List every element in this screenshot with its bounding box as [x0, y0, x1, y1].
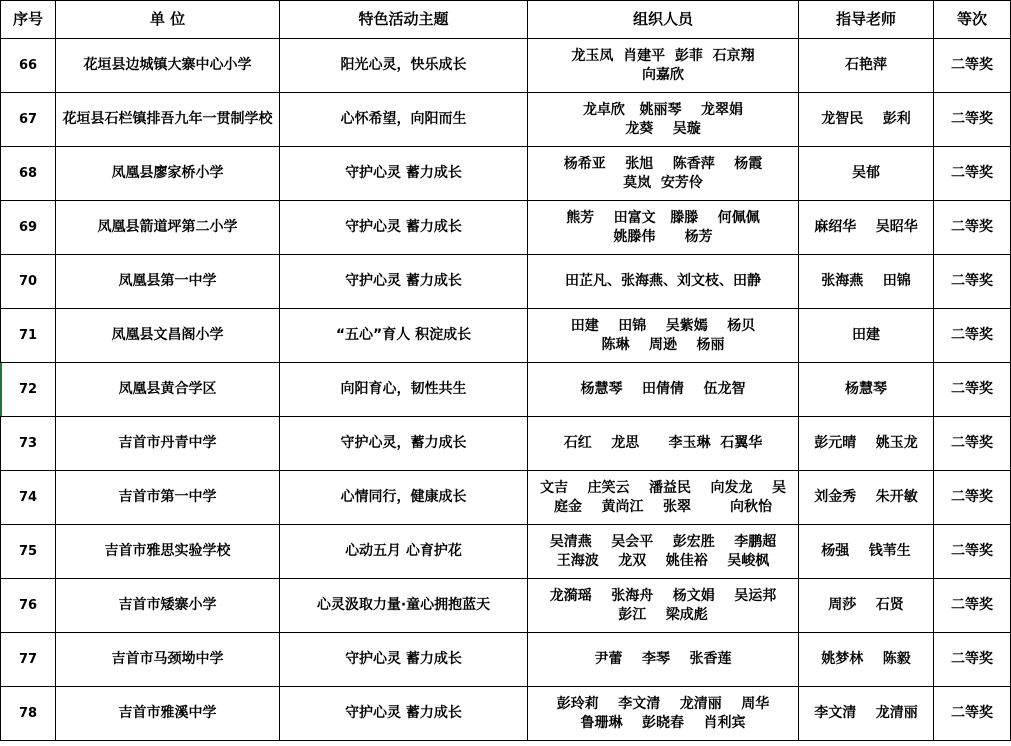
cell-rank[interactable]: 二等奖	[934, 417, 1011, 471]
table-row	[1, 687, 1011, 741]
cell-teacher[interactable]: 李文清 龙清丽	[799, 687, 934, 741]
cell-rank[interactable]: 二等奖	[934, 687, 1011, 741]
table-row	[1, 147, 1011, 201]
cell-staff[interactable]: 石红 龙思 李玉琳 石翼华	[528, 417, 799, 471]
cell-unit[interactable]: 凤凰县廖家桥小学	[56, 147, 280, 201]
cell-theme[interactable]: 心怀希望，向阳而生	[280, 93, 528, 147]
cell-rank[interactable]: 二等奖	[934, 633, 1011, 687]
table-row	[1, 525, 1011, 579]
cell-teacher[interactable]: 杨强 钱苇生	[799, 525, 934, 579]
cell-rank[interactable]: 二等奖	[934, 309, 1011, 363]
header-no: 序号	[1, 1, 56, 39]
cell-staff[interactable]: 吴清燕 吴会平 彭宏胜 李鹏超 王海波 龙双 姚佳裕 吴峻枫	[528, 525, 799, 579]
cell-theme[interactable]: 守护心灵 蓄力成长	[280, 687, 528, 741]
header-rank: 等次	[934, 1, 1011, 39]
cell-theme[interactable]: 守护心灵 蓄力成长	[280, 633, 528, 687]
cell-theme[interactable]: “五心”育人 积淀成长	[280, 309, 528, 363]
cell-rank[interactable]: 二等奖	[934, 363, 1011, 417]
cell-no[interactable]: 69	[1, 201, 56, 255]
cell-unit[interactable]: 凤凰县第一中学	[56, 255, 280, 309]
cell-teacher[interactable]: 石艳萍	[799, 39, 934, 93]
cell-rank[interactable]: 二等奖	[934, 147, 1011, 201]
table-row	[1, 363, 1011, 417]
table-row	[1, 309, 1011, 363]
cell-unit[interactable]: 凤凰县文昌阁小学	[56, 309, 280, 363]
cell-theme[interactable]: 守护心灵 蓄力成长	[280, 201, 528, 255]
table-row	[1, 39, 1011, 93]
cell-staff[interactable]: 杨慧琴 田倩倩 伍龙智	[528, 363, 799, 417]
cell-theme[interactable]: 阳光心灵，快乐成长	[280, 39, 528, 93]
cell-unit[interactable]: 吉首市雅溪中学	[56, 687, 280, 741]
cell-rank[interactable]: 二等奖	[934, 201, 1011, 255]
cell-theme[interactable]: 守护心灵，蓄力成长	[280, 417, 528, 471]
cell-staff[interactable]: 尹蕾 李琴 张香莲	[528, 633, 799, 687]
cell-staff[interactable]: 文吉 庄笑云 潘益民 向发龙 吴 庭金 黄尚江 张翠 向秋怡	[528, 471, 799, 525]
cell-rank[interactable]: 二等奖	[934, 579, 1011, 633]
cell-rank[interactable]: 二等奖	[934, 255, 1011, 309]
cell-teacher[interactable]: 田建	[799, 309, 934, 363]
cell-teacher[interactable]: 彭元晴 姚玉龙	[799, 417, 934, 471]
cell-teacher[interactable]: 刘金秀 朱开敏	[799, 471, 934, 525]
cell-no[interactable]: 72	[1, 363, 56, 417]
cell-staff[interactable]: 田建 田锦 吴紫嫣 杨贝 陈琳 周逊 杨丽	[528, 309, 799, 363]
cell-staff[interactable]: 田芷凡、张海燕、刘文枝、田静	[528, 255, 799, 309]
cell-no[interactable]: 68	[1, 147, 56, 201]
cell-no[interactable]: 66	[1, 39, 56, 93]
cell-unit[interactable]: 凤凰县箭道坪第二小学	[56, 201, 280, 255]
table-row	[1, 255, 1011, 309]
cell-unit[interactable]: 吉首市马颈坳中学	[56, 633, 280, 687]
cell-unit[interactable]: 凤凰县黄合学区	[56, 363, 280, 417]
cell-teacher[interactable]: 麻绍华 吴昭华	[799, 201, 934, 255]
cell-rank[interactable]: 二等奖	[934, 525, 1011, 579]
cell-theme[interactable]: 守护心灵 蓄力成长	[280, 147, 528, 201]
cell-no[interactable]: 78	[1, 687, 56, 741]
cell-staff[interactable]: 龙卓欣 姚丽琴 龙翠娟 龙葵 吴璇	[528, 93, 799, 147]
cell-no[interactable]: 75	[1, 525, 56, 579]
table-body	[1, 39, 1011, 741]
cell-theme[interactable]: 守护心灵 蓄力成长	[280, 255, 528, 309]
cell-teacher[interactable]: 张海燕 田锦	[799, 255, 934, 309]
cell-theme[interactable]: 向阳育心，韧性共生	[280, 363, 528, 417]
cell-teacher[interactable]: 周莎 石贤	[799, 579, 934, 633]
cell-no[interactable]: 77	[1, 633, 56, 687]
cell-unit[interactable]: 吉首市丹青中学	[56, 417, 280, 471]
cell-unit[interactable]: 花垣县边城镇大寨中心小学	[56, 39, 280, 93]
cell-unit[interactable]: 吉首市雅思实验学校	[56, 525, 280, 579]
active-row-marker	[0, 363, 2, 416]
table-row	[1, 633, 1011, 687]
cell-staff[interactable]: 熊芳 田富文 滕滕 何佩佩 姚滕伟 杨芳	[528, 201, 799, 255]
header-theme: 特色活动主题	[280, 1, 528, 39]
cell-staff[interactable]: 杨希亚 张旭 陈香萍 杨霞 莫岚 安芳伶	[528, 147, 799, 201]
cell-no[interactable]: 74	[1, 471, 56, 525]
cell-theme[interactable]: 心动五月 心育护花	[280, 525, 528, 579]
cell-staff[interactable]: 彭玲莉 李文清 龙清丽 周华 鲁珊琳 彭晓春 肖利宾	[528, 687, 799, 741]
cell-theme[interactable]: 心灵汲取力量·童心拥抱蓝天	[280, 579, 528, 633]
cell-no[interactable]: 76	[1, 579, 56, 633]
table-row	[1, 417, 1011, 471]
cell-rank[interactable]: 二等奖	[934, 93, 1011, 147]
cell-unit[interactable]: 吉首市第一中学	[56, 471, 280, 525]
header-row	[1, 1, 1011, 39]
cell-no[interactable]: 73	[1, 417, 56, 471]
cell-unit[interactable]: 吉首市矮寨小学	[56, 579, 280, 633]
cell-no[interactable]: 70	[1, 255, 56, 309]
cell-teacher[interactable]: 吴郁	[799, 147, 934, 201]
cell-staff[interactable]: 龙玉凤 肖建平 彭菲 石京翔 向嘉欣	[528, 39, 799, 93]
cell-rank[interactable]: 二等奖	[934, 471, 1011, 525]
header-staff: 组织人员	[528, 1, 799, 39]
table-row	[1, 201, 1011, 255]
header-teacher: 指导老师	[799, 1, 934, 39]
cell-teacher[interactable]: 杨慧琴	[799, 363, 934, 417]
cell-staff[interactable]: 龙漪瑶 张海舟 杨文娟 吴运邦 彭江 梁成彪	[528, 579, 799, 633]
cell-no[interactable]: 71	[1, 309, 56, 363]
cell-teacher[interactable]: 龙智民 彭利	[799, 93, 934, 147]
cell-rank[interactable]: 二等奖	[934, 39, 1011, 93]
cell-unit[interactable]: 花垣县石栏镇排吾九年一贯制学校	[56, 93, 280, 147]
table-row	[1, 579, 1011, 633]
table-row	[1, 93, 1011, 147]
cell-no[interactable]: 67	[1, 93, 56, 147]
cell-teacher[interactable]: 姚梦林 陈毅	[799, 633, 934, 687]
header-unit: 单 位	[56, 1, 280, 39]
cell-theme[interactable]: 心情同行，健康成长	[280, 471, 528, 525]
table-row	[1, 471, 1011, 525]
